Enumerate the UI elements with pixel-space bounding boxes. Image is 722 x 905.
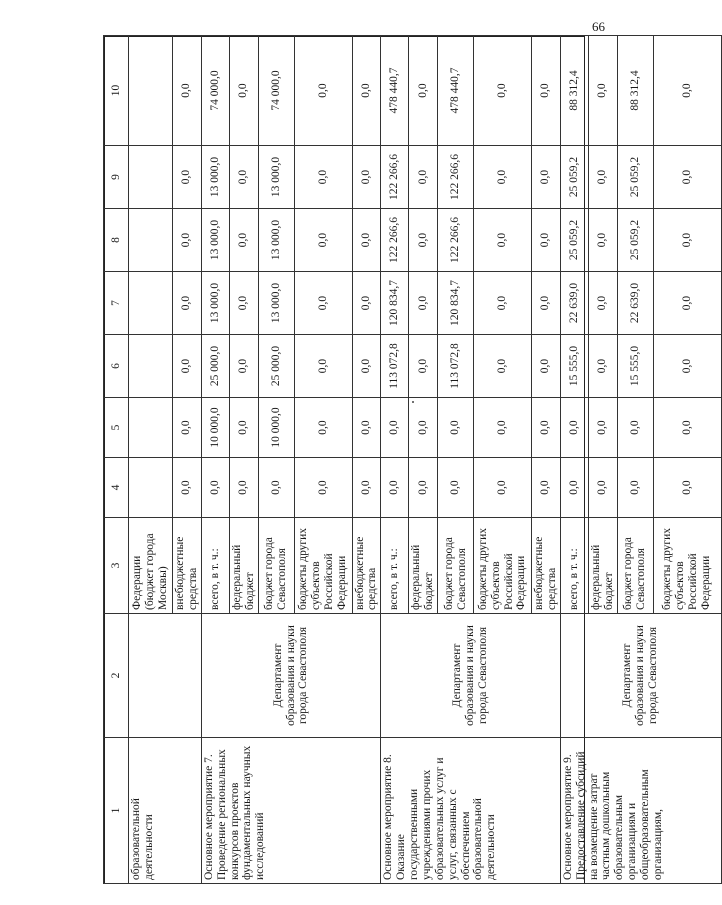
table-body [129, 36, 722, 884]
value-cell: 0,0 [352, 398, 381, 458]
value-cell: 0,0 [474, 272, 532, 335]
value-cell: 88 312,4 [560, 36, 588, 146]
value-cell: 88 312,4 [617, 36, 653, 146]
value-cell: 0,0 [294, 209, 352, 272]
department-cell [129, 614, 202, 738]
value-cell: 0,0 [532, 272, 561, 335]
funding-source-cell: бюджеты других субъектов Российской Федерации [474, 518, 532, 614]
value-cell: 0,0 [352, 335, 381, 398]
value-cell: 25 059,2 [560, 209, 588, 272]
value-cell: 74 000,0 [201, 36, 229, 146]
value-cell: 122 266,6 [438, 146, 474, 209]
value-cell: 0,0 [352, 458, 381, 518]
header-cell: 7 [104, 272, 129, 335]
activity-cell: Основное мероприятие 8. Оказание государственными учреждениями прочих образовательных услуг и услуг, связанных с обеспечением образовательной деятельности [381, 738, 561, 884]
value-cell: 0,0 [653, 398, 721, 458]
value-cell: 0,0 [173, 458, 202, 518]
value-cell: 0,0 [173, 36, 202, 146]
value-cell: 0,0 [532, 146, 561, 209]
value-cell: 0,0 [381, 458, 409, 518]
value-cell: 10 000,0 [201, 398, 229, 458]
funding-source-cell: внебюджетные средства [352, 518, 381, 614]
value-cell: 0,0 [617, 398, 653, 458]
value-cell: 0,0 [560, 458, 588, 518]
value-cell: 0,0 [588, 458, 617, 518]
value-cell: 25 059,2 [617, 146, 653, 209]
value-cell: 122 266,6 [438, 209, 474, 272]
value-cell: 13 000,0 [258, 209, 294, 272]
budget-table [103, 35, 722, 884]
value-cell: 0,0 [588, 335, 617, 398]
value-cell: 0,0 [294, 272, 352, 335]
department-cell: Департамент образования и науки города Севастополя [201, 614, 381, 738]
value-cell: 0,0 [173, 335, 202, 398]
value-cell: 0,0 [409, 398, 438, 458]
value-cell: 122 266,6 [381, 146, 409, 209]
funding-source-cell: бюджеты других субъектов Российской Федерации [653, 518, 721, 614]
value-cell: 0,0 [438, 458, 474, 518]
value-cell: 0,0 [173, 398, 202, 458]
value-cell: 10 000,0 [258, 398, 294, 458]
value-cell: 0,0 [532, 398, 561, 458]
value-cell: 0,0 [532, 335, 561, 398]
header-cell: 1 [104, 738, 129, 884]
value-cell: 0,0 [653, 36, 721, 146]
value-cell: 0,0 [294, 146, 352, 209]
value-cell: 0,0 [294, 458, 352, 518]
table-row [381, 36, 409, 884]
value-cell: 13 000,0 [258, 146, 294, 209]
value-cell: 25 059,2 [617, 209, 653, 272]
value-cell: 74 000,0 [258, 36, 294, 146]
value-cell: 0,0 [352, 272, 381, 335]
value-cell: 25 059,2 [560, 146, 588, 209]
funding-source-cell: федеральный бюджет [588, 518, 617, 614]
value-cell: 478 440,7 [381, 36, 409, 146]
value-cell: 0,0 [229, 146, 258, 209]
table-row [201, 36, 229, 884]
value-cell: 0,0 [532, 36, 561, 146]
funding-source-cell: бюджет города Севастополя [438, 518, 474, 614]
value-cell [129, 146, 173, 209]
value-cell: 113 072,8 [438, 335, 474, 398]
value-cell: 0,0 [409, 335, 438, 398]
funding-source-cell: федеральный бюджет [229, 518, 258, 614]
value-cell: 122 266,6 [381, 209, 409, 272]
value-cell: 0,0 [294, 398, 352, 458]
value-cell: 0,0 [653, 272, 721, 335]
value-cell: 15 555,0 [560, 335, 588, 398]
funding-source-cell: бюджеты других субъектов Российской Федерации [294, 518, 352, 614]
value-cell: 0,0 [201, 458, 229, 518]
value-cell: 0,0 [229, 209, 258, 272]
value-cell: 113 072,8 [381, 335, 409, 398]
funding-source-cell: всего, в т. ч.: [560, 518, 588, 614]
scan-speck [412, 401, 414, 403]
value-cell: 478 440,7 [438, 36, 474, 146]
value-cell: 0,0 [352, 36, 381, 146]
header-cell: 8 [104, 209, 129, 272]
value-cell: 0,0 [173, 146, 202, 209]
value-cell: 0,0 [588, 146, 617, 209]
value-cell: 22 639,0 [560, 272, 588, 335]
header-cell: 5 [104, 398, 129, 458]
funding-source-cell: внебюджетные средства [173, 518, 202, 614]
value-cell: 0,0 [229, 36, 258, 146]
value-cell: 0,0 [173, 209, 202, 272]
value-cell: 25 000,0 [258, 335, 294, 398]
header-cell: 2 [104, 614, 129, 738]
value-cell: 0,0 [173, 272, 202, 335]
activity-cell: Основное мероприятие 7. Проведение региональных конкурсов проектов фундаментальных научных исследований [201, 738, 381, 884]
value-cell: 0,0 [409, 272, 438, 335]
value-cell: 0,0 [381, 398, 409, 458]
value-cell: 0,0 [438, 398, 474, 458]
header-cell: 3 [104, 518, 129, 614]
header-cell: 6 [104, 335, 129, 398]
value-cell: 0,0 [617, 458, 653, 518]
value-cell: 0,0 [588, 272, 617, 335]
funding-source-cell: всего, в т. ч.: [381, 518, 409, 614]
value-cell: 25 000,0 [201, 335, 229, 398]
activity-cell: образовательной деятельности [129, 738, 202, 884]
value-cell: 15 555,0 [617, 335, 653, 398]
funding-source-cell: федеральный бюджет [409, 518, 438, 614]
rotated-table-wrapper [103, 36, 712, 884]
value-cell: 0,0 [532, 209, 561, 272]
header-cell: 4 [104, 458, 129, 518]
value-cell: 0,0 [229, 335, 258, 398]
funding-source-cell: внебюджетные средства [532, 518, 561, 614]
value-cell: 0,0 [229, 458, 258, 518]
funding-source-cell: всего, в т. ч.: [201, 518, 229, 614]
value-cell: 0,0 [653, 209, 721, 272]
department-cell: Департамент образования и науки города Севастополя [560, 614, 721, 738]
value-cell: 0,0 [588, 209, 617, 272]
value-cell: 13 000,0 [201, 272, 229, 335]
value-cell [129, 36, 173, 146]
value-cell: 0,0 [229, 272, 258, 335]
value-cell: 0,0 [474, 398, 532, 458]
value-cell: 0,0 [532, 458, 561, 518]
value-cell [129, 272, 173, 335]
value-cell: 0,0 [474, 458, 532, 518]
page-number: 66 [592, 19, 605, 34]
value-cell: 0,0 [653, 458, 721, 518]
value-cell: 13 000,0 [258, 272, 294, 335]
funding-source-cell: бюджет города Севастополя [258, 518, 294, 614]
value-cell: 0,0 [588, 398, 617, 458]
table-row [560, 36, 588, 884]
value-cell: 0,0 [294, 335, 352, 398]
department-cell: Департамент образования и науки города Севастополя [381, 614, 561, 738]
value-cell: 0,0 [409, 146, 438, 209]
value-cell: 0,0 [258, 458, 294, 518]
value-cell: 0,0 [474, 335, 532, 398]
value-cell: 0,0 [229, 398, 258, 458]
value-cell [129, 335, 173, 398]
value-cell: 0,0 [653, 335, 721, 398]
value-cell: 13 000,0 [201, 146, 229, 209]
value-cell: 120 834,7 [381, 272, 409, 335]
value-cell: 0,0 [294, 36, 352, 146]
value-cell [129, 398, 173, 458]
funding-source-cell: бюджет города Севастополя [617, 518, 653, 614]
value-cell: 0,0 [352, 209, 381, 272]
value-cell: 0,0 [409, 209, 438, 272]
header-row [104, 36, 129, 884]
value-cell: 0,0 [474, 209, 532, 272]
value-cell: 0,0 [474, 146, 532, 209]
value-cell: 120 834,7 [438, 272, 474, 335]
value-cell [129, 209, 173, 272]
value-cell: 0,0 [560, 398, 588, 458]
value-cell: 0,0 [588, 36, 617, 146]
value-cell [129, 458, 173, 518]
value-cell: 0,0 [409, 458, 438, 518]
value-cell: 0,0 [409, 36, 438, 146]
funding-source-cell: Федерации (бюджет города Москвы) [129, 518, 173, 614]
header-cell: 9 [104, 146, 129, 209]
value-cell: 0,0 [352, 146, 381, 209]
value-cell: 22 639,0 [617, 272, 653, 335]
value-cell: 0,0 [474, 36, 532, 146]
value-cell: 13 000,0 [201, 209, 229, 272]
activity-cell: Основное мероприятие 9. Предоставление субсидий на возмещение затрат частным дошкольным образовательным организациям и общеобразовательным организациям, [560, 738, 721, 884]
value-cell: 0,0 [653, 146, 721, 209]
header-cell: 10 [104, 36, 129, 146]
table-row [129, 36, 173, 884]
